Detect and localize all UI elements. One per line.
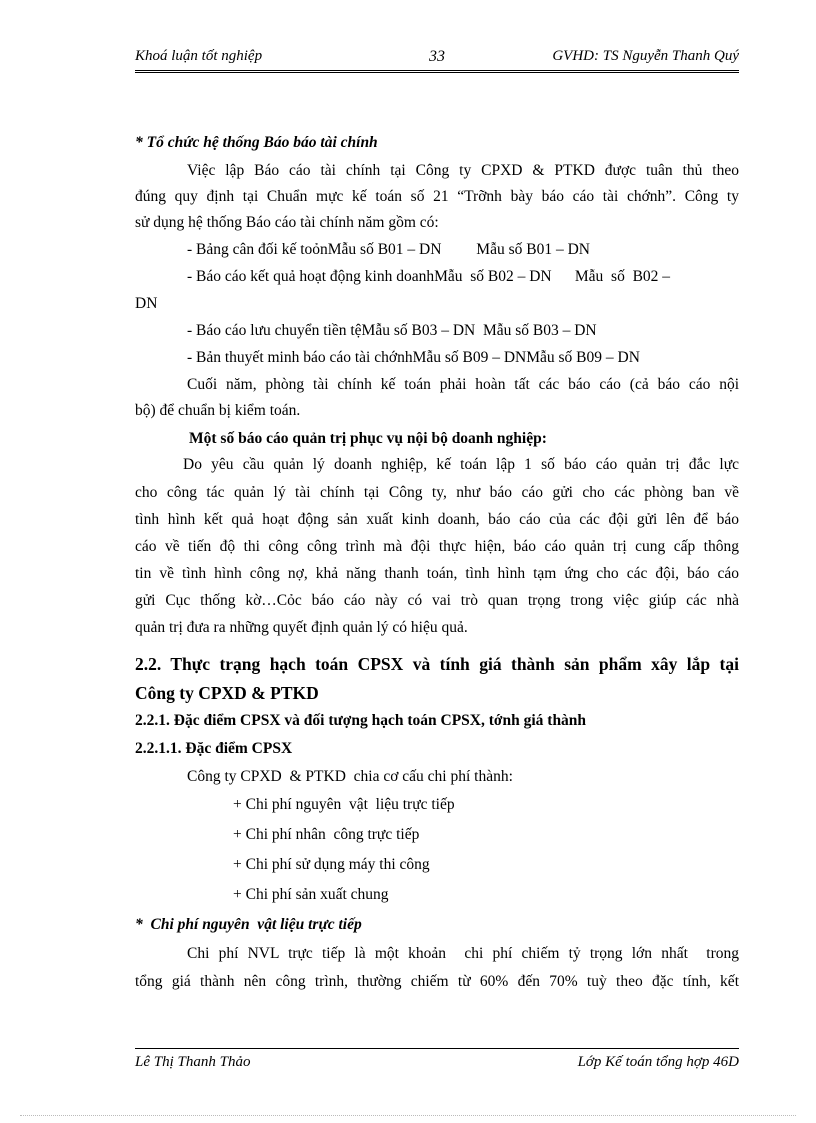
section-heading-2-2-1-1: 2.2.1.1. Đặc điểm CPSX	[135, 740, 293, 757]
paragraph-line: cho công tác quản lý tài chính tại Công ty, như báo cáo gửi cho các phòng ban về	[135, 484, 739, 501]
paragraph-line: Do yêu cầu quản lý doanh nghiệp, kế toán lập 1 số báo cáo quản trị đắc lực	[183, 456, 739, 473]
cost-list-item: + Chi phí nguyên vật liệu trực tiếp	[233, 796, 455, 813]
page-footer	[135, 1048, 739, 1075]
paragraph-line: đúng quy định tại Chuẩn mực kế toán số 21 “Trỡnh bày báo cáo tài chớnh”. Công ty	[135, 188, 739, 205]
list-item: - Bản thuyết minh báo cáo tài chớnhMẫu số B09 – DNMẫu số B09 – DN	[187, 349, 640, 366]
list-item: - Báo cáo lưu chuyển tiền tệMẫu số B03 – DN Mẫu số B03 – DN	[187, 322, 597, 339]
header-thesis-title: Khoá luận tốt nghiệp	[135, 48, 263, 64]
cost-list-item: + Chi phí sử dụng máy thi công	[233, 856, 430, 873]
paragraph-line: cáo về tiến độ thi công công trình mà đội thực hiện, báo cáo quản trị cung cấp thông	[135, 538, 739, 555]
list-item-continuation: DN	[135, 295, 158, 312]
paragraph-line: Chi phí NVL trực tiếp là một khoản chi phí chiếm tỷ trọng lớn nhất trong	[187, 945, 739, 962]
footer-author: Lê Thị Thanh Thảo	[135, 1054, 251, 1070]
list-item: - Bảng cân đối kế toỏnMẫu số B01 – DN Mẫu số B01 – DN	[187, 241, 590, 258]
cost-list-item: + Chi phí nhân công trực tiếp	[233, 826, 420, 843]
paragraph-line: quản trị đưa ra những quyết định quản lý có hiệu quả.	[135, 619, 468, 636]
subheading-management-reports: Một số báo cáo quản trị phục vụ nội bộ doanh nghiệp:	[189, 430, 547, 447]
header-advisor: GVHD: TS Nguyễn Thanh Quý	[552, 48, 739, 64]
page-header	[135, 48, 739, 73]
cost-list-item: + Chi phí sản xuất chung	[233, 886, 389, 903]
section-heading-financial-reports: * Tổ chức hệ thống Báo báo tài chính	[135, 134, 378, 151]
paragraph-line: tin về tình hình công nợ, khả năng thanh toán, tình hình tạm ứng cho các đội, báo cáo	[135, 565, 739, 582]
list-item: - Báo cáo kết quả hoạt động kinh doanhMẫu số B02 – DN Mẫu số B02 –	[187, 268, 671, 285]
section-heading-2-2: 2.2. Thực trạng hạch toán CPSX và tính giá thành sản phẩm xây lắp tại	[135, 654, 739, 674]
paragraph-line: tổng giá thành nên công trình, thường chiếm từ 60% đến 70% tuỳ theo đặc tính, kết	[135, 973, 739, 990]
page-bottom-divider	[20, 1115, 796, 1116]
paragraph-line: gửi Cục thống kờ…Cỏc báo cáo này có vai trò quan trọng trong việc giúp các nhà	[135, 592, 739, 609]
paragraph-line: tình hình kết quả hoạt động sản xuất kinh doanh, báo cáo của các đội gửi lên để báo	[135, 511, 739, 528]
paragraph-line: Công ty CPXD & PTKD chia cơ cấu chi phí thành:	[187, 768, 513, 785]
paragraph-line: Việc lập Báo cáo tài chính tại Công ty CPXD & PTKD được tuân thủ theo	[187, 162, 739, 179]
paragraph-line: sử dụng hệ thống Báo cáo tài chính năm gồm có:	[135, 214, 439, 231]
page-number: 33	[429, 48, 445, 65]
section-heading-material-cost: * Chi phí nguyên vật liệu trực tiếp	[135, 916, 362, 933]
footer-class: Lớp Kế toán tổng hợp 46D	[577, 1054, 739, 1070]
paragraph-line: bộ) để chuẩn bị kiểm toán.	[135, 402, 301, 419]
paragraph-line: Cuối năm, phòng tài chính kế toán phải hoàn tất các báo cáo (cả báo cáo nội	[187, 376, 739, 393]
section-heading-2-2-1: 2.2.1. Đặc điểm CPSX và đối tượng hạch toán CPSX, tớnh giá thành	[135, 712, 587, 729]
section-heading-2-2-continuation: Công ty CPXD & PTKD	[135, 683, 319, 703]
